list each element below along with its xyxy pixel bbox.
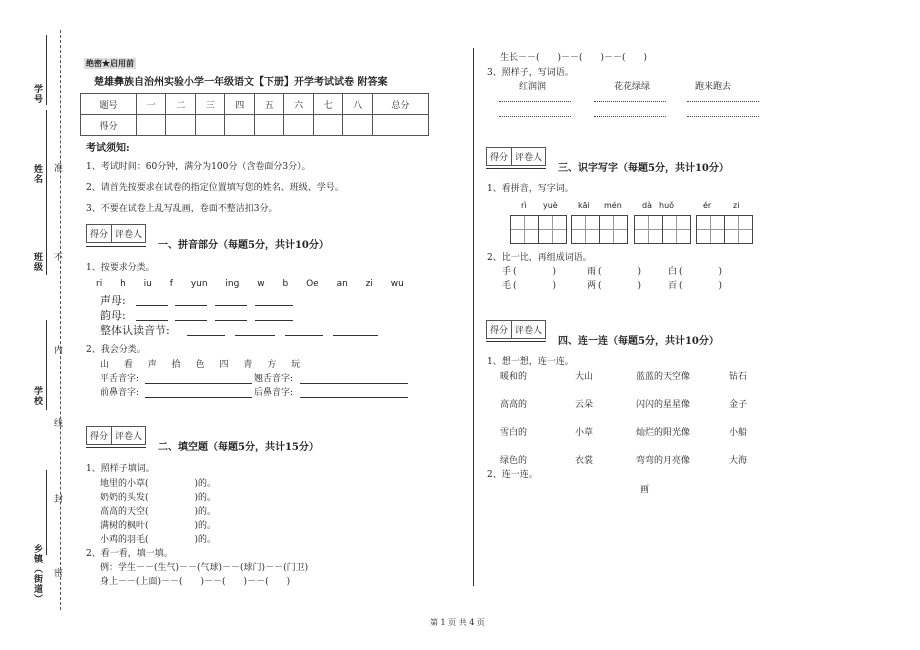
classify-word: 方 — [267, 360, 277, 370]
answer-blank[interactable] — [235, 335, 275, 336]
score-input-cell[interactable] — [254, 115, 283, 136]
answer-blank[interactable] — [300, 397, 408, 398]
grader-box-label: 评卷人 — [515, 326, 543, 336]
compare-blank[interactable]: ( ) — [598, 267, 642, 277]
score-cell: 得分 — [81, 115, 137, 136]
qiaoshe-label: 翘舌音字: — [254, 374, 294, 384]
score-box-line — [486, 168, 546, 169]
match-col3[interactable]: 灿烂的阳光像 — [636, 428, 691, 438]
pinyin-label: ér — [703, 201, 712, 210]
pinyin-letter: ing — [225, 279, 240, 289]
classify-word: 青 — [243, 360, 253, 370]
fill-ending: )的。 — [194, 535, 217, 545]
compare-blank[interactable]: ( ) — [679, 267, 723, 277]
secret-label: 绝密★启用前 — [86, 58, 134, 68]
writing-grid[interactable] — [510, 215, 539, 244]
binding-dashed-line — [60, 30, 61, 610]
classify-word: 山 — [100, 360, 110, 370]
compare-char: 雨 — [587, 267, 597, 277]
section2-score-box — [86, 426, 146, 445]
school-field-line[interactable] — [46, 320, 47, 410]
fill-ending: )的。 — [194, 507, 217, 517]
score-input-cell[interactable] — [343, 115, 372, 136]
score-table — [80, 93, 429, 136]
s2-line: 身上－－(上面)－－( )－－( )－－( ) — [100, 577, 291, 587]
answer-dots[interactable] — [499, 116, 571, 117]
score-box-line — [486, 341, 546, 342]
pinyin-label: kāi — [578, 201, 590, 210]
compare-char: 白 — [668, 267, 678, 277]
answer-blank[interactable] — [215, 320, 247, 321]
zhengti-label: 整体认读音节: — [100, 324, 170, 337]
match-col1[interactable]: 雪白的 — [500, 428, 528, 438]
score-box-label: 得分 — [487, 148, 512, 165]
pinyin-label: mén — [604, 201, 622, 210]
notice-item: 1、考试时间：60分钟，满分为100分（含卷面分3分）。 — [86, 162, 311, 172]
section1-title: 一、拼音部分（每题5分，共计10分） — [158, 240, 329, 251]
match-col4[interactable]: 大海 — [729, 456, 748, 466]
answer-blank[interactable] — [187, 335, 225, 336]
fill-ending: )的。 — [194, 479, 217, 489]
answer-blank[interactable] — [333, 335, 378, 336]
section4-score-box — [486, 320, 546, 339]
match-col1[interactable]: 暖和的 — [500, 372, 528, 382]
answer-blank[interactable] — [145, 397, 252, 398]
pinyin-letter: f — [169, 279, 173, 289]
score-cell: 一 — [137, 94, 166, 115]
score-input-cell[interactable] — [166, 115, 195, 136]
grader-box-label: 评卷人 — [115, 230, 143, 240]
answer-blank[interactable] — [175, 320, 207, 321]
cut-mark-zhun: 准 — [52, 163, 62, 173]
cut-mark-mi: 密 — [52, 568, 62, 578]
s2-question-2: 2、看一看，填一填。 — [86, 549, 173, 559]
notice-item: 2、请首先按要求在试卷的指定位置填写您的姓名、班级、学号。 — [86, 183, 344, 193]
cut-mark-bu: 不 — [52, 252, 62, 262]
grader-box-label: 评卷人 — [515, 153, 543, 163]
match-col2[interactable]: 大山 — [575, 372, 594, 382]
margin-label-class: 班级 — [32, 252, 42, 272]
fill-stem: 高高的天空( — [100, 507, 149, 517]
classify-word: 四 — [219, 360, 229, 370]
score-cell: 七 — [313, 94, 342, 115]
township-field-line[interactable] — [46, 470, 47, 555]
match-word-hua[interactable]: 画 — [640, 485, 650, 495]
pinyin-label: zi — [733, 201, 740, 210]
r-sample-word: 跑来跑去 — [695, 82, 732, 92]
column-divider — [473, 48, 474, 586]
r-sample-word: 红润润 — [519, 82, 547, 92]
section4-title: 四、连一连（每题5分，共计10分） — [558, 336, 719, 347]
pinyin-label: rì — [521, 201, 527, 210]
section3-score-box — [486, 147, 546, 166]
classify-word: 看 — [123, 360, 133, 370]
fill-stem: 地里的小草( — [100, 479, 149, 489]
s1-question-2: 2、我会分类。 — [86, 345, 146, 355]
section1-score-box — [86, 224, 146, 243]
score-cell: 八 — [343, 94, 372, 115]
match-col3[interactable]: 闪闪的星星像 — [636, 400, 691, 410]
r-question-3: 3、照样子，写词语。 — [487, 68, 574, 78]
fill-stem: 小鸡的羽毛( — [100, 535, 149, 545]
writing-grid[interactable] — [662, 215, 691, 244]
pinyin-label: yuè — [543, 201, 558, 210]
pingshe-label: 平舌音字: — [100, 374, 140, 384]
match-col4[interactable]: 金子 — [729, 400, 748, 410]
pinyin-letter: zi — [365, 279, 373, 289]
pinyin-letter: Oe — [306, 279, 319, 289]
fill-line — [100, 535, 216, 546]
score-cell: 五 — [254, 94, 283, 115]
compare-blank[interactable]: ( ) — [513, 267, 557, 277]
notice-heading: 考试须知: — [86, 143, 130, 154]
match-col1[interactable]: 高高的 — [500, 400, 528, 410]
pinyin-letter: b — [282, 279, 289, 289]
margin-label-name: 姓名 — [32, 164, 42, 184]
answer-dots[interactable] — [594, 101, 666, 102]
match-col4[interactable]: 钻石 — [729, 372, 748, 382]
classify-word: 玩 — [291, 360, 301, 370]
qianbi-label: 前鼻音字: — [100, 388, 140, 398]
shengmu-label: 声母: — [100, 294, 126, 307]
writing-grid[interactable] — [634, 215, 663, 244]
notice-item: 3、不要在试卷上乱写乱画，卷面不整洁扣3分。 — [86, 204, 278, 214]
pinyin-letter: ri — [96, 279, 103, 289]
class-field-line[interactable] — [46, 190, 47, 275]
match-col2[interactable]: 衣裳 — [575, 456, 594, 466]
score-cell: 二 — [166, 94, 195, 115]
compare-char: 手 — [502, 267, 512, 277]
page-number: 第 1 页 共 4 页 — [430, 618, 485, 627]
s4-question-1: 1、想一想，连一连。 — [487, 357, 574, 367]
pinyin-label: dà — [642, 201, 652, 210]
fill-line — [100, 507, 216, 518]
writing-grid[interactable] — [538, 215, 567, 244]
score-box-label: 得分 — [487, 321, 512, 338]
score-box-label: 得分 — [87, 225, 112, 242]
classify-word: 色 — [195, 360, 205, 370]
fill-ending: )的。 — [194, 521, 217, 531]
answer-blank[interactable] — [300, 383, 408, 384]
compare-blank[interactable]: ( ) — [598, 281, 642, 291]
match-col2[interactable]: 小草 — [575, 428, 594, 438]
s1-question-1: 1、按要求分类。 — [86, 263, 155, 273]
page-title: 楚雄彝族自治州实验小学一年级语文【下册】开学考试试卷 附答案 — [94, 77, 388, 88]
match-col3[interactable]: 蓝蓝的天空像 — [636, 372, 691, 382]
score-table-score-row — [81, 115, 429, 136]
score-input-cell[interactable] — [195, 115, 224, 136]
answer-dots[interactable] — [687, 116, 759, 117]
pinyin-letter: w — [257, 279, 265, 289]
cut-mark-feng: 封 — [52, 494, 62, 504]
student-id-field-line[interactable] — [46, 35, 47, 105]
answer-dots[interactable] — [594, 116, 666, 117]
writing-grid[interactable] — [571, 215, 600, 244]
pinyin-label: huǒ — [659, 201, 675, 210]
compare-char: 两 — [587, 281, 597, 291]
match-col4[interactable]: 小船 — [729, 428, 748, 438]
compare-char: 毛 — [502, 281, 512, 291]
fill-stem: 奶奶的头发( — [100, 493, 149, 503]
classify-word: 声 — [147, 360, 157, 370]
compare-char: 百 — [668, 281, 678, 291]
grader-box-label: 评卷人 — [115, 432, 143, 442]
answer-dots[interactable] — [687, 101, 759, 102]
s3-question-2: 2、比一比，再组成词语。 — [487, 253, 592, 263]
margin-label-township: 乡镇（街道） — [32, 544, 42, 604]
score-input-cell[interactable] — [225, 115, 254, 136]
score-box-line — [86, 447, 146, 448]
margin-label-student-id: 学号 — [32, 84, 42, 104]
classify-word: 拾 — [171, 360, 181, 370]
answer-blank[interactable] — [255, 320, 293, 321]
score-cell: 总分 — [372, 94, 428, 115]
section2-title: 二、填空题（每题5分，共计15分） — [158, 442, 319, 453]
s4-question-2: 2、连一连。 — [487, 470, 538, 480]
s2-example: 例：学生－－(生气)－－(气球)－－(球门)－－(门卫) — [100, 563, 309, 573]
pinyin-letter: h — [120, 279, 126, 289]
compare-blank[interactable]: ( ) — [679, 281, 723, 291]
fill-line — [100, 521, 216, 532]
fill-line — [100, 479, 216, 490]
section3-title: 三、识字写字（每题5分，共计10分） — [558, 163, 729, 174]
score-cell: 题号 — [81, 94, 137, 115]
classify-word-row — [100, 360, 300, 371]
pinyin-letter: an — [336, 279, 348, 289]
fill-line — [100, 493, 216, 504]
score-input-cell[interactable] — [137, 115, 166, 136]
match-col3[interactable]: 弯弯的月亮像 — [636, 456, 691, 466]
score-table-header-row — [81, 94, 429, 115]
yunmu-label: 韵母: — [100, 309, 126, 322]
compare-blank[interactable]: ( ) — [513, 281, 557, 291]
houbi-label: 后鼻音字: — [254, 388, 294, 398]
cut-mark-nei: 内 — [52, 345, 62, 355]
score-box-label: 得分 — [87, 427, 112, 444]
answer-blank[interactable] — [136, 305, 168, 306]
fill-stem: 满树的枫叶( — [100, 521, 149, 531]
writing-grid[interactable] — [724, 215, 753, 244]
score-input-cell[interactable] — [372, 115, 428, 136]
match-col1[interactable]: 绿色的 — [500, 456, 528, 466]
answer-blank[interactable] — [136, 320, 168, 321]
score-input-cell[interactable] — [284, 115, 313, 136]
answer-dots[interactable] — [499, 101, 571, 102]
margin-label-school: 学校 — [32, 386, 42, 406]
score-box-line — [86, 246, 146, 247]
score-cell: 三 — [195, 94, 224, 115]
pinyin-letter-row — [96, 279, 404, 290]
r-line-1: 生长－－( )－－( )－－( ) — [500, 53, 648, 63]
writing-grid[interactable] — [696, 215, 725, 244]
score-cell: 四 — [225, 94, 254, 115]
answer-blank[interactable] — [255, 305, 293, 306]
score-cell: 六 — [284, 94, 313, 115]
pinyin-letter: yun — [190, 279, 208, 289]
s3-question-1: 1、看拼音，写字词。 — [487, 184, 574, 194]
match-col2[interactable]: 云朵 — [575, 400, 594, 410]
fill-ending: )的。 — [194, 493, 217, 503]
answer-blank[interactable] — [175, 305, 207, 306]
score-input-cell[interactable] — [313, 115, 342, 136]
r-sample-word: 花花绿绿 — [614, 82, 651, 92]
cut-mark-xian: 线 — [52, 418, 62, 428]
pinyin-letter: wu — [390, 279, 404, 289]
answer-blank[interactable] — [215, 305, 247, 306]
answer-blank[interactable] — [285, 335, 323, 336]
answer-blank[interactable] — [145, 383, 252, 384]
writing-grid[interactable] — [599, 215, 628, 244]
pinyin-letter: iu — [143, 279, 152, 289]
s2-question-1: 1、照样子填词。 — [86, 464, 155, 474]
name-field-line[interactable] — [46, 110, 47, 190]
